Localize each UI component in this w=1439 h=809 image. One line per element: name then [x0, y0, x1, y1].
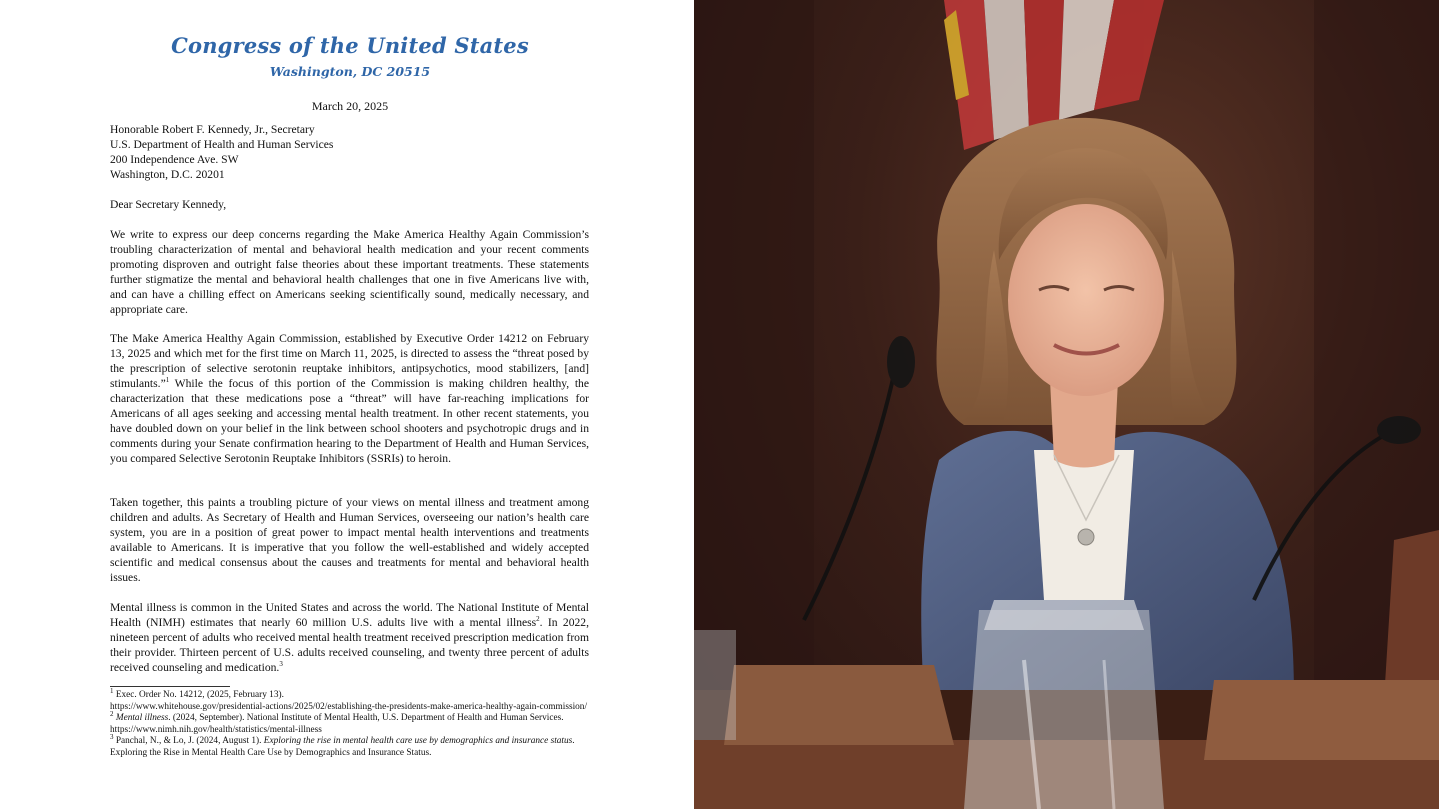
- photo-illustration: [694, 0, 1439, 809]
- microphone-left: [804, 336, 915, 620]
- recipient-line: U.S. Department of Health and Human Services: [110, 138, 334, 151]
- recipient-line: Washington, D.C. 20201: [110, 168, 225, 181]
- footnote-ref-1: 1: [165, 376, 170, 385]
- footnote-3-text: . Exploring the Rise in Mental Health Care Use by Demographics and Insurance Status.: [110, 736, 575, 758]
- letterhead-title: Congress of the United States: [171, 33, 529, 58]
- footnote-3-number: 3: [110, 732, 114, 741]
- paragraph-2-text-a: The Make America Healthy Again Commission, established by Executive Order 14212 on February 13, 2025 and which met for the first time on March 11, 2025, is directed to assess the “threat posed by the prescription of selective serotonin reuptake inhibitors, antipsychotics, mood stabilizers, [and] stimulants.”: [110, 332, 589, 390]
- paragraph-4-text-b: . In 2022, nineteen percent of adults who received mental health treatment received prescription medication from their provider. Thirteen percent of U.S. adults received counseling, and twenty three percent of adults received counseling and medication.: [110, 616, 589, 674]
- letter-date: March 20, 2025: [311, 99, 389, 113]
- paragraph-4: [110, 600, 589, 675]
- footnote-1: [110, 686, 590, 713]
- footnote-1-text: Exec. Order No. 14212, (2025, February 13).: [113, 690, 284, 700]
- recipient-line: Honorable Robert F. Kennedy, Jr., Secretary: [110, 123, 315, 136]
- footnote-3-authors: Panchal, N., & Lo, J. (2024, August 1).: [113, 736, 264, 746]
- footnote-2: [110, 709, 590, 736]
- footnote-3-title: Exploring the rise in mental health care use by demographics and insurance status: [263, 736, 573, 746]
- water-pitcher: [964, 600, 1164, 809]
- paragraph-1-text: We write to express our deep concerns regarding the Make America Healthy Again Commission’s troubling characterization of mental and behavioral health medication and your recent comments promoting disproven and outright false theories about these important treatments. These statements further stigmatize the mental and behavioral health challenges that one in five Americans live with, and can have a chilling effect on Americans seeking scientifically sound, medically necessary, and appropriate care.: [110, 228, 589, 316]
- recipient-address: [110, 122, 589, 182]
- footnote-divider: [110, 686, 230, 687]
- salutation: Dear Secretary Kennedy,: [110, 198, 227, 211]
- letterhead-city: Washington, DC 20515: [269, 64, 431, 79]
- footnote-ref-2: 2: [536, 615, 540, 624]
- paragraph-3-text: Taken together, this paints a troubling picture of your views on mental illness and treatment among children and adults. As Secretary of Health and Human Services, overseeing our nation’s health care system, you are in a position of great power to impact mental health interventions and treatments available to Americans. It is imperative that you follow the well-established and widely accepted scientific and medical consensus about the causes and treatments for mental and behavioral health issues.: [110, 496, 589, 584]
- footnote-3: [110, 732, 590, 759]
- footnote-2-number: 2: [110, 709, 114, 718]
- footnote-1-number: 1: [110, 686, 114, 695]
- footnotes: [110, 686, 590, 759]
- letterhead: [0, 33, 694, 79]
- footnote-1-link[interactable]: https://www.whitehouse.gov/presidential-actions/2025/02/establishing-the-presidents-make-america-healthy-again-commission/: [110, 701, 588, 712]
- recipient-line: 200 Independence Ave. SW: [110, 153, 239, 166]
- paragraph-2: [110, 331, 589, 466]
- senator-hearing-photo: [694, 0, 1439, 809]
- paragraph-4-text-a: Mental illness is common in the United States and across the world. The National Institute of Mental Health (NIMH) estimates that nearly 60 million U.S. adults live with a mental illness: [110, 601, 589, 629]
- footnote-2-text: . (2024, September). National Institute of Mental Health, U.S. Department of Health and Human Services. https://www.nimh.nih.gov/health/statistics/mental-illness: [110, 713, 564, 735]
- footnote-2-title: Mental illness: [115, 713, 169, 723]
- paragraph-3: [110, 495, 589, 585]
- paragraph-2-text-b: While the focus of this portion of the Commission is making children healthy, the characterization that these medications pose a “threat” will have far-reaching implications for Americans of all ages seeking and accessing mental health treatment. In other recent statements, you have doubled down on your belief in the link between school shooters and psychotropic drugs and in comments during your Senate confirmation hearing to the Department of Health and Human Services, you compared Selective Serotonin Reuptake Inhibitors (SSRIs) to heroin.: [110, 377, 589, 465]
- footnote-ref-3: 3: [279, 660, 283, 669]
- letter-page: [0, 0, 694, 809]
- paragraph-1: [110, 227, 589, 317]
